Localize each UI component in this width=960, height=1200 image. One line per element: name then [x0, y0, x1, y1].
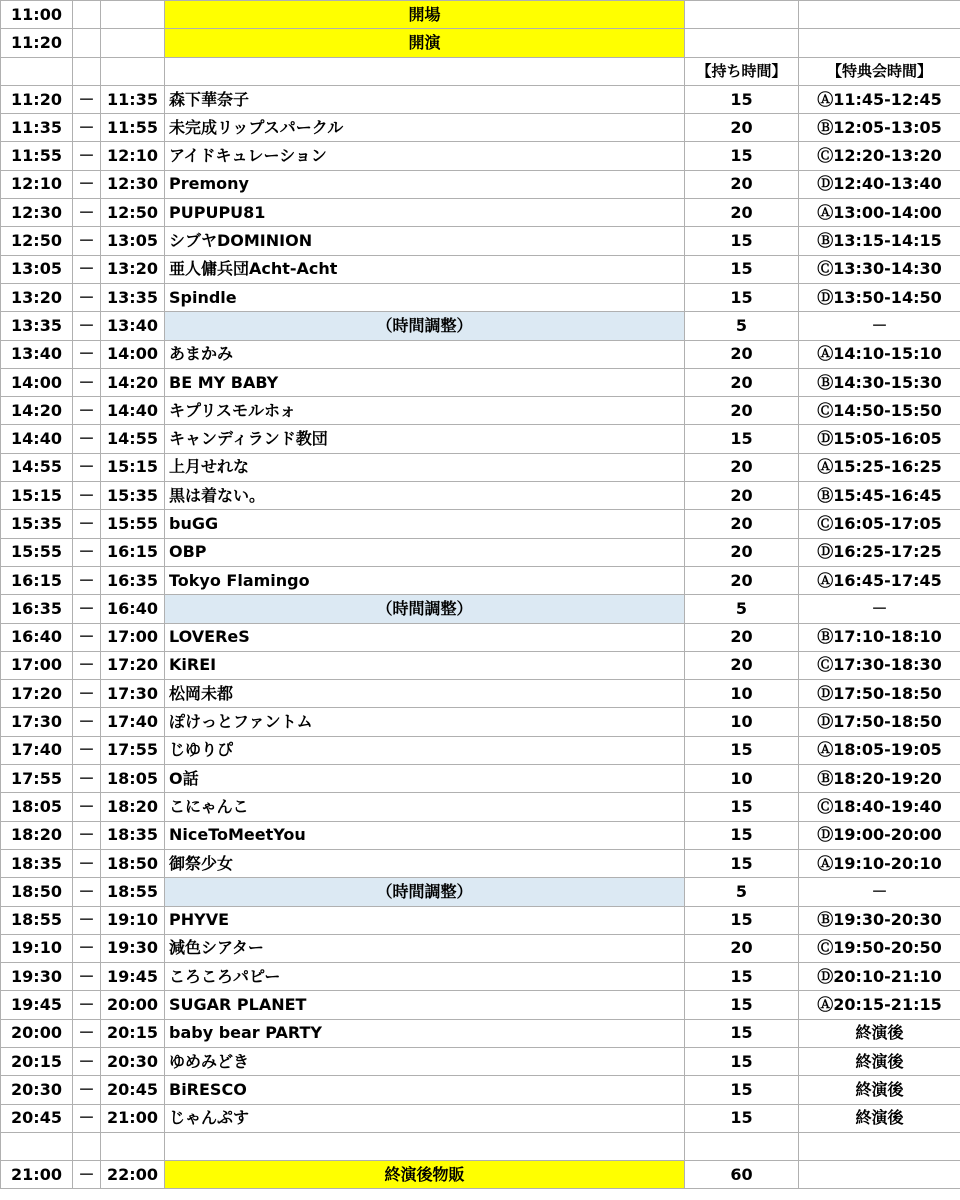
- end-time-cell: 13:35: [101, 283, 165, 311]
- performer-name: キプリスモルホォ: [165, 397, 685, 425]
- duration-cell: 20: [685, 170, 799, 198]
- table-row: [1, 227, 960, 255]
- start-time-cell: 13:35: [1, 312, 73, 340]
- duration-cell: 10: [685, 765, 799, 793]
- final-end: 22:00: [101, 1161, 165, 1189]
- performer-name: Tokyo Flamingo: [165, 566, 685, 594]
- table-row: [1, 566, 960, 594]
- start-time-cell: 12:10: [1, 170, 73, 198]
- performer-name: buGG: [165, 510, 685, 538]
- performer-name: OBP: [165, 538, 685, 566]
- start-time-cell: 11:55: [1, 142, 73, 170]
- table-row: [1, 85, 960, 113]
- performer-name: baby bear PARTY: [165, 1019, 685, 1047]
- end-time-cell: 12:50: [101, 199, 165, 227]
- dash-cell: －: [73, 821, 101, 849]
- end-time-cell: 19:10: [101, 906, 165, 934]
- bonus-time-cell: Ⓑ18:20-19:20: [799, 765, 960, 793]
- bonus-time-cell: Ⓐ20:15-21:15: [799, 991, 960, 1019]
- end-time-cell: 14:40: [101, 397, 165, 425]
- start-time-cell: 18:50: [1, 878, 73, 906]
- end-time-cell: 15:55: [101, 510, 165, 538]
- end-time-cell: 18:05: [101, 765, 165, 793]
- duration-cell: 20: [685, 340, 799, 368]
- table-row: [1, 991, 960, 1019]
- break-row: [1, 878, 960, 906]
- start-time: 11:20: [1, 29, 73, 57]
- bonus-time-cell: Ⓐ14:10-15:10: [799, 340, 960, 368]
- end-time-cell: 18:20: [101, 793, 165, 821]
- duration-cell: 15: [685, 255, 799, 283]
- table-row: [1, 482, 960, 510]
- duration-cell: 5: [685, 595, 799, 623]
- dash-cell: －: [73, 878, 101, 906]
- performer-name: 未完成リップスパークル: [165, 114, 685, 142]
- table-row: [1, 1104, 960, 1132]
- bonus-time-cell: Ⓒ12:20-13:20: [799, 142, 960, 170]
- start-time-cell: 12:50: [1, 227, 73, 255]
- final-label: 終演後物販: [165, 1161, 685, 1189]
- dash-cell: －: [73, 623, 101, 651]
- show-start-label: 開演: [165, 29, 685, 57]
- dash-cell: －: [73, 1019, 101, 1047]
- dash-cell: －: [73, 595, 101, 623]
- bonus-time-cell: Ⓒ13:30-14:30: [799, 255, 960, 283]
- opening-row: [1, 1, 960, 29]
- duration-cell: 20: [685, 566, 799, 594]
- table-row: [1, 821, 960, 849]
- dash-cell: －: [73, 793, 101, 821]
- performer-name: NiceToMeetYou: [165, 821, 685, 849]
- break-label: （時間調整）: [165, 312, 685, 340]
- break-label: （時間調整）: [165, 595, 685, 623]
- duration-cell: 20: [685, 199, 799, 227]
- end-time-cell: 18:50: [101, 849, 165, 877]
- dash-cell: －: [73, 934, 101, 962]
- dash-cell: －: [73, 453, 101, 481]
- start-time-cell: 19:10: [1, 934, 73, 962]
- start-time-cell: 15:15: [1, 482, 73, 510]
- performer-name: シブヤDOMINION: [165, 227, 685, 255]
- performer-name: ぽけっとファントム: [165, 708, 685, 736]
- bonus-time-cell: Ⓓ20:10-21:10: [799, 963, 960, 991]
- performer-name: じゆりぴ: [165, 736, 685, 764]
- performer-name: 亜人傭兵団Acht-Acht: [165, 255, 685, 283]
- performer-name: ゆめみどき: [165, 1047, 685, 1075]
- dash-cell: －: [73, 283, 101, 311]
- table-row: [1, 170, 960, 198]
- start-time-cell: 15:35: [1, 510, 73, 538]
- end-time-cell: 18:55: [101, 878, 165, 906]
- bonus-header: 【特典会時間】: [799, 57, 960, 85]
- start-time-cell: 20:45: [1, 1104, 73, 1132]
- bonus-time-cell: Ⓓ17:50-18:50: [799, 708, 960, 736]
- end-time-cell: 18:35: [101, 821, 165, 849]
- performer-name: Premony: [165, 170, 685, 198]
- table-row: [1, 963, 960, 991]
- table-row: [1, 623, 960, 651]
- table-row: [1, 736, 960, 764]
- bonus-time-cell: Ⓓ19:00-20:00: [799, 821, 960, 849]
- table-row: [1, 425, 960, 453]
- duration-cell: 15: [685, 283, 799, 311]
- end-time-cell: 16:40: [101, 595, 165, 623]
- performer-name: PHYVE: [165, 906, 685, 934]
- table-row: [1, 906, 960, 934]
- performer-name: O話: [165, 765, 685, 793]
- start-time-cell: 16:35: [1, 595, 73, 623]
- duration-cell: 15: [685, 1019, 799, 1047]
- start-time-cell: 17:55: [1, 765, 73, 793]
- dash-cell: －: [73, 538, 101, 566]
- bonus-time-cell: Ⓑ19:30-20:30: [799, 906, 960, 934]
- bonus-time-cell: 終演後: [799, 1104, 960, 1132]
- start-time-cell: 11:20: [1, 85, 73, 113]
- bonus-time-cell: Ⓑ17:10-18:10: [799, 623, 960, 651]
- end-time-cell: 17:30: [101, 680, 165, 708]
- duration-cell: 20: [685, 510, 799, 538]
- start-time-cell: 14:00: [1, 368, 73, 396]
- start-time-cell: 11:35: [1, 114, 73, 142]
- start-time-cell: 13:40: [1, 340, 73, 368]
- performer-name: BiRESCO: [165, 1076, 685, 1104]
- duration-cell: 10: [685, 708, 799, 736]
- header-row: [1, 57, 960, 85]
- duration-cell: 20: [685, 651, 799, 679]
- end-time-cell: 14:55: [101, 425, 165, 453]
- table-row: [1, 199, 960, 227]
- performer-name: LOVEReS: [165, 623, 685, 651]
- start-time-cell: 13:20: [1, 283, 73, 311]
- end-time-cell: 20:45: [101, 1076, 165, 1104]
- start-time-cell: 13:05: [1, 255, 73, 283]
- opening-time: 11:00: [1, 1, 73, 29]
- table-row: [1, 368, 960, 396]
- break-label: （時間調整）: [165, 878, 685, 906]
- start-time-cell: 12:30: [1, 199, 73, 227]
- table-row: [1, 142, 960, 170]
- table-row: [1, 934, 960, 962]
- dash-cell: －: [73, 736, 101, 764]
- start-time-cell: 18:20: [1, 821, 73, 849]
- bonus-time-cell: －: [799, 312, 960, 340]
- end-time-cell: 20:00: [101, 991, 165, 1019]
- bonus-time-cell: Ⓐ11:45-12:45: [799, 85, 960, 113]
- table-row: [1, 538, 960, 566]
- end-time-cell: 13:40: [101, 312, 165, 340]
- duration-cell: 20: [685, 453, 799, 481]
- dash-cell: －: [73, 199, 101, 227]
- performer-name: あまかみ: [165, 340, 685, 368]
- dash-cell: －: [73, 708, 101, 736]
- bonus-time-cell: Ⓓ17:50-18:50: [799, 680, 960, 708]
- duration-cell: 15: [685, 227, 799, 255]
- dash-cell: －: [73, 849, 101, 877]
- performer-name: SUGAR PLANET: [165, 991, 685, 1019]
- start-time-cell: 16:40: [1, 623, 73, 651]
- table-row: [1, 680, 960, 708]
- end-time-cell: 19:45: [101, 963, 165, 991]
- performer-name: こにゃんこ: [165, 793, 685, 821]
- performer-name: KiREI: [165, 651, 685, 679]
- duration-cell: 15: [685, 425, 799, 453]
- bonus-time-cell: Ⓐ15:25-16:25: [799, 453, 960, 481]
- dash-cell: －: [73, 963, 101, 991]
- end-time-cell: 14:00: [101, 340, 165, 368]
- end-time-cell: 12:30: [101, 170, 165, 198]
- performer-name: 上月せれな: [165, 453, 685, 481]
- duration-cell: 15: [685, 85, 799, 113]
- duration-cell: 15: [685, 142, 799, 170]
- end-time-cell: 14:20: [101, 368, 165, 396]
- bonus-time-cell: 終演後: [799, 1047, 960, 1075]
- table-row: [1, 793, 960, 821]
- duration-cell: 15: [685, 821, 799, 849]
- duration-cell: 20: [685, 482, 799, 510]
- start-time-cell: 18:55: [1, 906, 73, 934]
- table-row: [1, 397, 960, 425]
- dash-cell: －: [73, 991, 101, 1019]
- bonus-time-cell: Ⓓ13:50-14:50: [799, 283, 960, 311]
- end-time-cell: 13:05: [101, 227, 165, 255]
- doors-open-label: 開場: [165, 1, 685, 29]
- duration-cell: 10: [685, 680, 799, 708]
- end-time-cell: 20:15: [101, 1019, 165, 1047]
- bonus-time-cell: Ⓒ16:05-17:05: [799, 510, 960, 538]
- table-row: [1, 510, 960, 538]
- bonus-time-cell: Ⓐ13:00-14:00: [799, 199, 960, 227]
- dash-cell: －: [73, 1076, 101, 1104]
- dash-cell: －: [73, 482, 101, 510]
- duration-cell: 15: [685, 1047, 799, 1075]
- duration-cell: 20: [685, 114, 799, 142]
- performer-name: ころころパピー: [165, 963, 685, 991]
- performer-name: 黒は着ない。: [165, 482, 685, 510]
- table-row: [1, 1076, 960, 1104]
- duration-cell: 5: [685, 312, 799, 340]
- duration-cell: 15: [685, 1104, 799, 1132]
- table-row: [1, 708, 960, 736]
- duration-cell: 15: [685, 849, 799, 877]
- start-time-cell: 18:05: [1, 793, 73, 821]
- dash-cell: －: [73, 765, 101, 793]
- duration-cell: 15: [685, 991, 799, 1019]
- dash-cell: －: [73, 142, 101, 170]
- table-row: [1, 765, 960, 793]
- dash-cell: －: [73, 566, 101, 594]
- bonus-time-cell: Ⓐ16:45-17:45: [799, 566, 960, 594]
- table-row: [1, 114, 960, 142]
- start-time-cell: 17:00: [1, 651, 73, 679]
- dash-cell: －: [73, 1104, 101, 1132]
- start-time-cell: 19:45: [1, 991, 73, 1019]
- performer-name: じゃんぷす: [165, 1104, 685, 1132]
- bonus-time-cell: Ⓒ18:40-19:40: [799, 793, 960, 821]
- start-time-cell: 16:15: [1, 566, 73, 594]
- start-time-cell: 19:30: [1, 963, 73, 991]
- bonus-time-cell: Ⓒ14:50-15:50: [799, 397, 960, 425]
- start-time-cell: 18:35: [1, 849, 73, 877]
- bonus-time-cell: Ⓒ19:50-20:50: [799, 934, 960, 962]
- end-time-cell: 21:00: [101, 1104, 165, 1132]
- bonus-time-cell: Ⓓ16:25-17:25: [799, 538, 960, 566]
- performer-name: 御祭少女: [165, 849, 685, 877]
- performer-name: アイドキュレーション: [165, 142, 685, 170]
- end-time-cell: 17:00: [101, 623, 165, 651]
- start-row: [1, 29, 960, 57]
- final-dash: －: [73, 1161, 101, 1189]
- dash-cell: －: [73, 85, 101, 113]
- break-row: [1, 595, 960, 623]
- dash-cell: －: [73, 1047, 101, 1075]
- table-row: [1, 1019, 960, 1047]
- dash-cell: －: [73, 680, 101, 708]
- dash-cell: －: [73, 651, 101, 679]
- start-time-cell: 14:20: [1, 397, 73, 425]
- end-time-cell: 13:20: [101, 255, 165, 283]
- bonus-time-cell: Ⓓ15:05-16:05: [799, 425, 960, 453]
- spacer-row: [1, 1132, 960, 1160]
- table-row: [1, 849, 960, 877]
- bonus-time-cell: Ⓑ14:30-15:30: [799, 368, 960, 396]
- dash-cell: －: [73, 510, 101, 538]
- duration-cell: 5: [685, 878, 799, 906]
- bonus-time-cell: 終演後: [799, 1076, 960, 1104]
- performer-name: 森下華奈子: [165, 85, 685, 113]
- duration-cell: 20: [685, 538, 799, 566]
- end-time-cell: 15:15: [101, 453, 165, 481]
- table-row: [1, 283, 960, 311]
- duration-cell: 20: [685, 934, 799, 962]
- break-row: [1, 312, 960, 340]
- end-time-cell: 17:20: [101, 651, 165, 679]
- duration-cell: 15: [685, 1076, 799, 1104]
- start-time-cell: 20:15: [1, 1047, 73, 1075]
- dash-cell: －: [73, 368, 101, 396]
- dash-cell: －: [73, 425, 101, 453]
- bonus-time-cell: Ⓑ12:05-13:05: [799, 114, 960, 142]
- dash-cell: －: [73, 255, 101, 283]
- performer-name: 減色シアター: [165, 934, 685, 962]
- duration-cell: 20: [685, 397, 799, 425]
- bonus-time-cell: Ⓓ12:40-13:40: [799, 170, 960, 198]
- performer-name: PUPUPU81: [165, 199, 685, 227]
- duration-cell: 15: [685, 906, 799, 934]
- dash-cell: －: [73, 397, 101, 425]
- start-time-cell: 17:40: [1, 736, 73, 764]
- duration-cell: 20: [685, 368, 799, 396]
- start-time-cell: 14:40: [1, 425, 73, 453]
- start-time-cell: 17:30: [1, 708, 73, 736]
- performer-name: BE MY BABY: [165, 368, 685, 396]
- bonus-time-cell: 終演後: [799, 1019, 960, 1047]
- performer-name: Spindle: [165, 283, 685, 311]
- table-row: [1, 651, 960, 679]
- table-row: [1, 340, 960, 368]
- bonus-time-cell: Ⓐ18:05-19:05: [799, 736, 960, 764]
- table-row: [1, 255, 960, 283]
- performer-name: 松岡未都: [165, 680, 685, 708]
- dash-cell: －: [73, 114, 101, 142]
- bonus-time-cell: －: [799, 595, 960, 623]
- start-time-cell: 15:55: [1, 538, 73, 566]
- duration-cell: 15: [685, 963, 799, 991]
- dash-cell: －: [73, 170, 101, 198]
- end-time-cell: 12:10: [101, 142, 165, 170]
- dash-cell: －: [73, 906, 101, 934]
- final-start: 21:00: [1, 1161, 73, 1189]
- final-row: [1, 1161, 960, 1189]
- start-time-cell: 20:30: [1, 1076, 73, 1104]
- duration-cell: 20: [685, 623, 799, 651]
- table-row: [1, 1047, 960, 1075]
- start-time-cell: 20:00: [1, 1019, 73, 1047]
- duration-header: 【持ち時間】: [685, 57, 799, 85]
- table-row: [1, 453, 960, 481]
- end-time-cell: 16:15: [101, 538, 165, 566]
- bonus-time-cell: －: [799, 878, 960, 906]
- dash-cell: －: [73, 227, 101, 255]
- duration-cell: 15: [685, 736, 799, 764]
- bonus-time-cell: Ⓑ15:45-16:45: [799, 482, 960, 510]
- start-time-cell: 17:20: [1, 680, 73, 708]
- end-time-cell: 19:30: [101, 934, 165, 962]
- end-time-cell: 16:35: [101, 566, 165, 594]
- end-time-cell: 17:55: [101, 736, 165, 764]
- start-time-cell: 14:55: [1, 453, 73, 481]
- dash-cell: －: [73, 340, 101, 368]
- dash-cell: －: [73, 312, 101, 340]
- final-duration: 60: [685, 1161, 799, 1189]
- performer-name: キャンディランド教団: [165, 425, 685, 453]
- bonus-time-cell: Ⓑ13:15-14:15: [799, 227, 960, 255]
- end-time-cell: 11:35: [101, 85, 165, 113]
- end-time-cell: 17:40: [101, 708, 165, 736]
- duration-cell: 15: [685, 793, 799, 821]
- end-time-cell: 11:55: [101, 114, 165, 142]
- end-time-cell: 15:35: [101, 482, 165, 510]
- end-time-cell: 20:30: [101, 1047, 165, 1075]
- bonus-time-cell: Ⓐ19:10-20:10: [799, 849, 960, 877]
- bonus-time-cell: Ⓒ17:30-18:30: [799, 651, 960, 679]
